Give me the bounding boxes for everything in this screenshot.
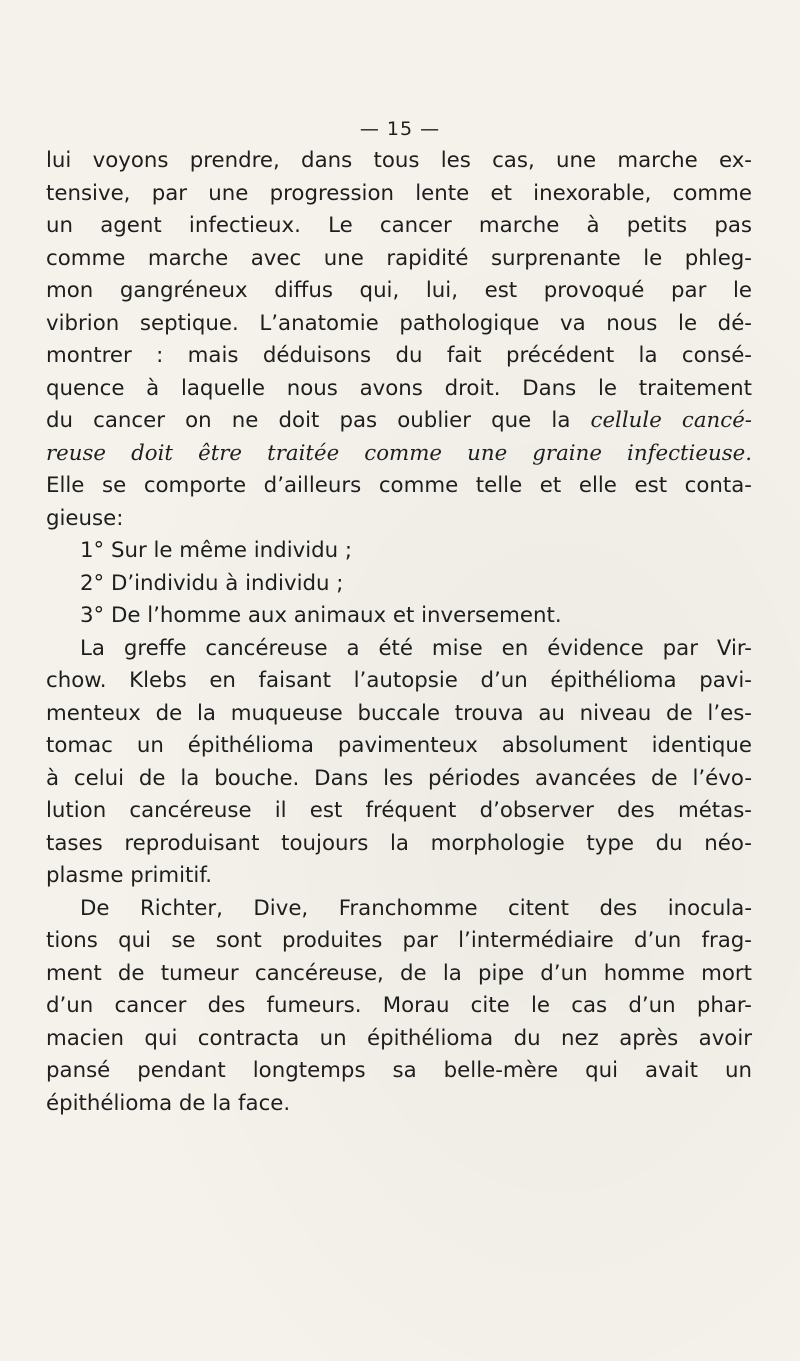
text-line: tensive, par une progression lente et inexorable, comme bbox=[46, 180, 752, 206]
paragraph-start-line: La greffe cancéreuse a été mise en évidence par Vir- bbox=[80, 635, 752, 661]
text-line: lution cancéreuse il est fréquent d’observer des métas- bbox=[46, 798, 752, 823]
text-line: épithélioma de la face. bbox=[46, 1090, 291, 1116]
list-item: 2° D’individu à individu ; bbox=[80, 570, 344, 596]
text-segment: du cancer on ne doit pas oublier que la bbox=[46, 408, 591, 433]
body-text bbox=[46, 145, 752, 1120]
text-line: comme marche avec une rapidité surprenante le phleg- bbox=[46, 245, 752, 271]
text-line: macien qui contracta un épithélioma du nez après avoir bbox=[46, 1025, 752, 1051]
list-item: 1° Sur le même individu ; bbox=[80, 538, 353, 563]
text-line: un agent infectieux. Le cancer marche à petits pas bbox=[46, 213, 752, 238]
text-line: mon gangréneux diffus qui, lui, est provoqué par le bbox=[46, 278, 752, 303]
text-line: tomac un épithélioma pavimenteux absolument identique bbox=[46, 733, 752, 758]
text-line: ment de tumeur cancéreuse, de la pipe d’un homme mort bbox=[46, 960, 752, 986]
paragraph-start-line: De Richter, Dive, Franchomme citent des inocula- bbox=[80, 895, 752, 921]
text-line: montrer : mais déduisons du fait précédent la consé- bbox=[46, 343, 752, 368]
text-line: lui voyons prendre, dans tous les cas, une marche ex- bbox=[46, 148, 752, 173]
text-line: plasme primitif. bbox=[46, 863, 213, 888]
list-item: 3° De l’homme aux animaux et inversement. bbox=[80, 603, 562, 628]
italic-line: reuse doit être traitée comme une graine infectieuse. bbox=[46, 440, 752, 466]
text-line: pansé pendant longtemps sa belle-mère qui avait un bbox=[46, 1058, 752, 1083]
text-line: gieuse: bbox=[46, 505, 124, 531]
text-line-mixed bbox=[46, 405, 752, 438]
text-line: Elle se comporte d’ailleurs comme telle et elle est conta- bbox=[46, 473, 752, 498]
italic-segment: cellule cancé- bbox=[590, 408, 753, 433]
text-line: menteux de la muqueuse buccale trouva au niveau de l’es- bbox=[46, 700, 752, 726]
text-line: tions qui se sont produites par l’intermédiaire d’un frag- bbox=[46, 928, 752, 953]
text-line: à celui de la bouche. Dans les périodes avancées de l’évo- bbox=[46, 765, 752, 791]
page-number: — 15 — bbox=[359, 118, 441, 140]
text-line: tases reproduisant toujours la morphologie type du néo- bbox=[46, 830, 752, 856]
text-line: quence à laquelle nous avons droit. Dans le traitement bbox=[46, 375, 752, 401]
text-line: chow. Klebs en faisant l’autopsie d’un épithélioma pavi- bbox=[46, 668, 752, 693]
text-line: d’un cancer des fumeurs. Morau cite le cas d’un phar- bbox=[46, 993, 752, 1018]
text-line: vibrion septique. L’anatomie pathologique va nous le dé- bbox=[46, 310, 752, 336]
